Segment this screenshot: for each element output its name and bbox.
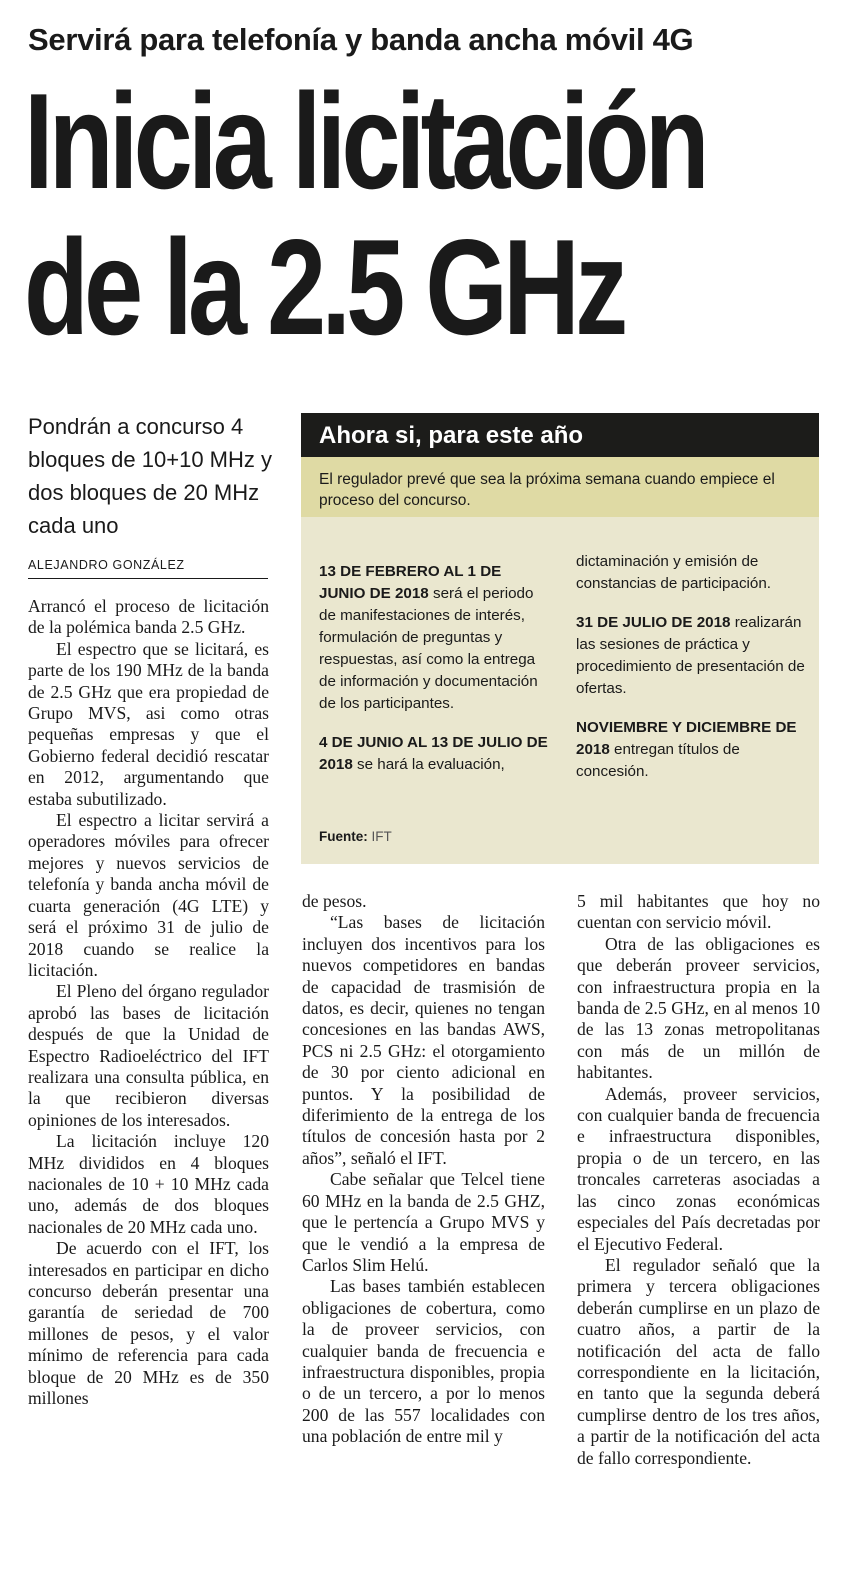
sidebar-title: Ahora si, para este año [301,413,819,457]
deck: Pondrán a concurso 4 bloques de 10+10 MHz y dos bloques de 20 MHz cada uno [28,414,272,538]
sidebar-box [301,413,819,864]
byline: ALEJANDRO GONZÁLEZ [28,558,268,579]
headline [24,65,705,363]
sidebar-source: Fuente: IFT [319,829,392,844]
sidebar-intro: El regulador prevé que sea la próxima semana cuando empiece el proceso del concurso. [301,457,819,517]
paragraph: Además, proveer servicios, con cualquier banda de frecuencia e infraestructura disponibles, propia o de un tercero, en las troncales carreteras asociadas a las cinco zonas económicas especiales del País decretadas por el Ejecutivo Federal. [577,1083,820,1254]
sidebar-item: 4 DE JUNIO AL 13 DE JULIO DE 2018 se hará la evaluación, [319,734,548,773]
sidebar-item: 13 DE FEBRERO AL 1 DE JUNIO DE 2018 será el periodo de manifestaciones de interés, formulación de preguntas y respuestas, así como la entrega de información y documentación de los participantes. [319,563,538,712]
paragraph: De acuerdo con el IFT, los interesados en participar en dicho concurso deberán presentar una garantía de seriedad de 700 millones de pesos, y el valor mínimo de referencia para cada bloque de 20 MHz es de 350 millones [28,1238,269,1409]
body-column-3 [577,891,820,1469]
body-column-1 [28,596,269,1409]
paragraph: Las bases también establecen obligaciones de cobertura, como la de proveer servicios, con cualquier banda de frecuencia e infraestructura disponibles, propia o de un tercero, a por lo menos 200 de las 557 localidades con una población de entre mil y [302,1276,545,1447]
paragraph: Otra de las obligaciones es que deberán proveer servicios, con infraestructura propia en la banda de 2.5 GHz, en al menos 10 de las 13 zonas metropolitanas con más de un millón de habitantes. [577,933,820,1083]
paragraph: El espectro que se licitará, es parte de los 190 MHz de la banda de 2.5 GHz que era propiedad de Grupo MVS, asi como otras pequeñas empresas y que el Gobierno federal decidió rescatar en 2012, argumentando que estaba subutilizado. [28,638,269,809]
paragraph: Arrancó el proceso de licitación de la polémica banda 2.5 GHz. [28,596,269,638]
sidebar-column-right [576,551,811,800]
paragraph: Cabe señalar que Telcel tiene 60 MHz en la banda de 2.5 GHZ, que le pertencía a Grupo MVS y que le vendió a la empresa de Carlos Slim Helú. [302,1169,545,1275]
sidebar-item: 31 DE JULIO DE 2018 realizarán las sesiones de práctica y procedimiento de presentación de ofertas. [576,614,805,697]
sidebar-column-left [319,561,549,793]
headline-line-2: de la 2.5 GHz [24,211,624,363]
sidebar-item: NOVIEMBRE Y DICIEMBRE DE 2018 entregan títulos de concesión. [576,719,797,780]
paragraph: El espectro a licitar servirá a operadores móviles para ofrecer mejores y nuevos servicios de telefonía y banda ancha móvil de cuarta generación (4G LTE) y será el próximo 31 de julio de 2018 cuando se realice la licitación. [28,810,269,980]
paragraph: La licitación incluye 120 MHz divididos en 4 bloques nacionales de 10 + 10 MHz cada uno, además de dos bloques nacionales de 20 MHz cada uno. [28,1131,269,1237]
paragraph: de pesos. [302,891,367,911]
kicker: Servirá para telefonía y banda ancha móvil 4G [28,22,694,57]
headline-line-1: Inicia licitación [24,65,705,217]
paragraph: “Las bases de licitación incluyen dos incentivos para los nuevos competidores en bandas de capacidad de trasmisión de datos, es decir, quienes no tengan concesiones en las bandas AWS, PCS ni 2.5 GHz: el otorgamiento de 30 por ciento adicional en puntos. Y la posibilidad de diferimiento de la entrega de los títulos de concesión hasta por 2 años”, señaló el IFT. [302,912,545,1168]
body-column-2 [302,891,545,1448]
paragraph: El Pleno del órgano regulador aprobó las bases de licitación después de que la Unidad de Espectro Radioeléctrico del IFT realizara una consulta pública, en la que recibieron diversas opiniones de los interesados. [28,981,269,1130]
sidebar-item: dictaminación y emisión de constancias de participación. [576,553,772,592]
paragraph: 5 mil habitantes que hoy no cuentan con servicio móvil. [577,891,820,933]
paragraph: El regulador señaló que la primera y tercera obligaciones deberán cumplirse en un plazo de cuatro años, a partir de la notificación del acta de fallo correspondiente en la licitación, en tanto que la segunda deberá cumplirse dentro de los tres años, a partir de la notificación del acta de fallo correspondiente. [577,1254,820,1468]
